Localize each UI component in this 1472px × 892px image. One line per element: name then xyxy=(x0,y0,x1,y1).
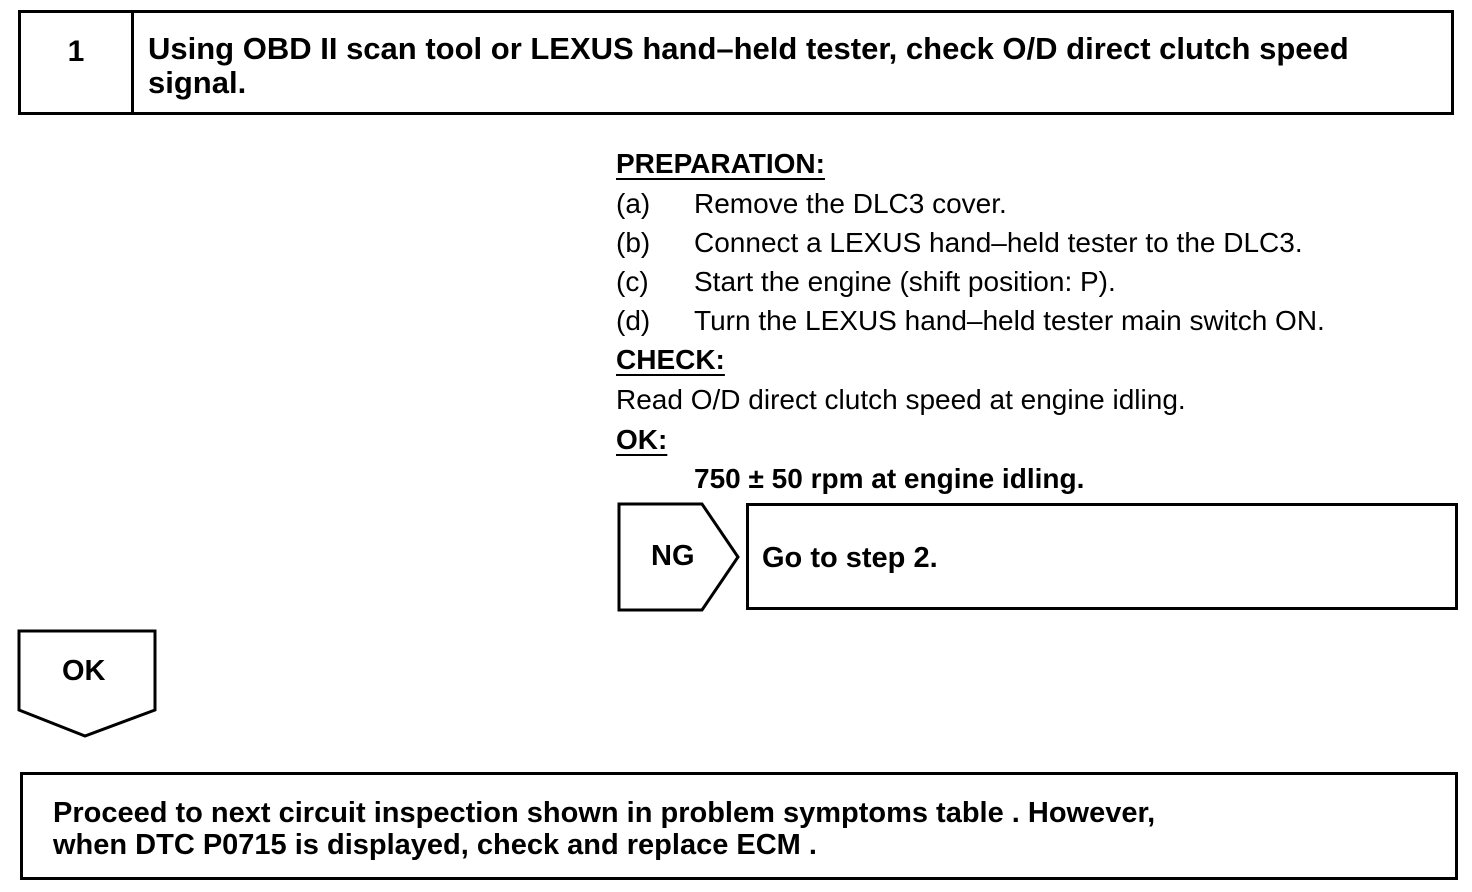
preparation-heading: PREPARATION: xyxy=(616,148,825,179)
preparation-item-label: (c) xyxy=(616,266,649,297)
check-heading: CHECK: xyxy=(616,344,725,375)
step-title: Using OBD II scan tool or LEXUS hand–held tester, check O/D direct clutch speed signal. xyxy=(148,31,1349,100)
preparation-item-text: Turn the LEXUS hand–held tester main switch ON. xyxy=(694,305,1325,336)
step-number: 1 xyxy=(21,13,134,112)
final-action-box xyxy=(20,772,1458,880)
ok-spec-value: 750 ± 50 rpm at engine idling. xyxy=(694,463,1085,494)
ok-label: OK xyxy=(62,655,106,687)
ok-spec-heading: OK: xyxy=(616,424,668,455)
ng-action-box xyxy=(746,503,1458,610)
preparation-item-label: (d) xyxy=(616,305,651,336)
preparation-item-text: Start the engine (shift position: P). xyxy=(694,266,1116,297)
ng-action-text: Go to step 2. xyxy=(762,542,938,574)
check-text: Read O/D direct clutch speed at engine idling. xyxy=(616,384,1186,415)
preparation-item-text: Connect a LEXUS hand–held tester to the DLC3. xyxy=(694,227,1303,258)
final-action-text: Proceed to next circuit inspection shown in problem symptoms table . However, when DTC P0715 is displayed, check and replace ECM . xyxy=(53,797,1156,861)
preparation-item-text: Remove the DLC3 cover. xyxy=(694,188,1007,219)
preparation-item-label: (b) xyxy=(616,227,651,258)
ng-label: NG xyxy=(651,540,695,572)
preparation-item-label: (a) xyxy=(616,188,651,219)
